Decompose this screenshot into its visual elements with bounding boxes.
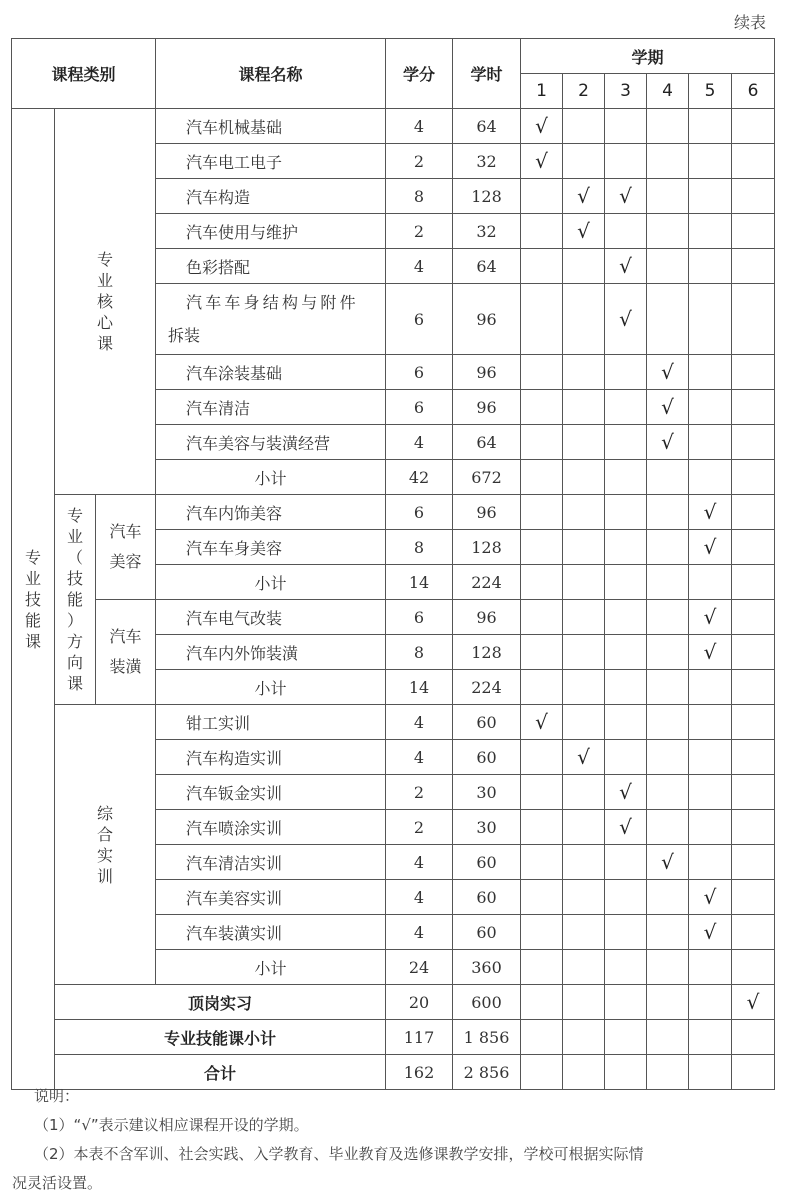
- course-name: 汽车使用与维护: [156, 214, 386, 249]
- notes-item-2-line-1: （2）本表不含军训、社会实践、入学教育、毕业教育及选修课教学安排，学校可根据实际情: [34, 1145, 644, 1163]
- empty-cell: [732, 565, 775, 600]
- empty-cell: [521, 1020, 563, 1055]
- subtotal-hours: 360: [453, 950, 521, 985]
- empty-cell: [605, 565, 647, 600]
- term-cell: [647, 109, 689, 144]
- course-name: 汽车清洁: [156, 390, 386, 425]
- term-cell: [563, 249, 605, 284]
- vertical-char: 方: [66, 632, 83, 651]
- term-cell: [689, 390, 732, 425]
- term-cell: [605, 915, 647, 950]
- term-cell: [563, 495, 605, 530]
- course-name: 汽车机械基础: [156, 109, 386, 144]
- vertical-char: 业: [24, 568, 41, 588]
- check-mark: √: [521, 144, 563, 179]
- course-hours: 64: [453, 249, 521, 284]
- course-hours: 96: [453, 495, 521, 530]
- course-name: 汽车清洁实训: [156, 845, 386, 880]
- check-mark: √: [689, 600, 732, 635]
- direction-group-label: [96, 600, 156, 705]
- course-name-line-1: 汽车车身结构与附件: [186, 293, 359, 312]
- empty-cell: [732, 670, 775, 705]
- internship-hours: 600: [453, 985, 521, 1020]
- total-hours: 2 856: [453, 1055, 521, 1090]
- table-row: [12, 600, 775, 635]
- term-cell: [563, 635, 605, 670]
- subtotal-label: 小计: [156, 950, 386, 985]
- term-cell: [563, 775, 605, 810]
- term-cell: [689, 284, 732, 355]
- term-cell: [563, 530, 605, 565]
- course-name: 汽车车身美容: [156, 530, 386, 565]
- term-cell: [689, 425, 732, 460]
- vertical-char: 能: [66, 590, 83, 609]
- term-cell: [647, 179, 689, 214]
- course-credits: 2: [386, 144, 453, 179]
- check-mark: √: [521, 705, 563, 740]
- practice-category-label: [55, 705, 156, 985]
- term-cell: [521, 530, 563, 565]
- term-cell: [647, 600, 689, 635]
- course-credits: 2: [386, 810, 453, 845]
- subtotal-credits: 24: [386, 950, 453, 985]
- check-mark: √: [563, 740, 605, 775]
- term-cell: [647, 775, 689, 810]
- term-cell: [521, 249, 563, 284]
- empty-cell: [732, 460, 775, 495]
- vertical-char: ）: [66, 611, 83, 630]
- check-mark: √: [689, 915, 732, 950]
- term-cell: [647, 705, 689, 740]
- check-mark: √: [689, 530, 732, 565]
- direction-category-label: [55, 495, 96, 705]
- top-category-label: [12, 109, 55, 1090]
- course-name: 汽车钣金实训: [156, 775, 386, 810]
- course-name: [156, 284, 386, 355]
- term-cell: [647, 530, 689, 565]
- term-cell: [732, 845, 775, 880]
- empty-cell: [605, 670, 647, 705]
- course-hours: 30: [453, 810, 521, 845]
- term-cell: [689, 179, 732, 214]
- term-cell: [563, 880, 605, 915]
- course-name: 色彩搭配: [156, 249, 386, 284]
- skill-subtotal-row: [12, 1020, 775, 1055]
- term-cell: [521, 390, 563, 425]
- course-hours: 30: [453, 775, 521, 810]
- course-credits: 6: [386, 284, 453, 355]
- vertical-char: 专: [96, 250, 113, 269]
- course-name: 汽车喷涂实训: [156, 810, 386, 845]
- term-cell: [647, 985, 689, 1020]
- term-cell: [732, 249, 775, 284]
- empty-cell: [647, 670, 689, 705]
- course-credits: 4: [386, 880, 453, 915]
- term-cell: [647, 214, 689, 249]
- course-name: 汽车内饰美容: [156, 495, 386, 530]
- term-cell: [647, 635, 689, 670]
- check-mark: √: [689, 495, 732, 530]
- vertical-char: 核: [96, 292, 113, 311]
- subtotal-label: 小计: [156, 565, 386, 600]
- course-credits: 8: [386, 635, 453, 670]
- term-cell: [605, 214, 647, 249]
- term-cell: [563, 810, 605, 845]
- subtotal-label: 小计: [156, 460, 386, 495]
- check-mark: √: [689, 880, 732, 915]
- notes-item-2-line-2: 况灵活设置。: [12, 1174, 103, 1192]
- term-cell: [563, 390, 605, 425]
- course-credits: 4: [386, 109, 453, 144]
- curriculum-table: [11, 38, 775, 1090]
- course-name: 汽车构造实训: [156, 740, 386, 775]
- subtotal-credits: 14: [386, 565, 453, 600]
- check-mark: √: [605, 775, 647, 810]
- term-cell: [605, 740, 647, 775]
- term-cell: [689, 355, 732, 390]
- course-credits: 4: [386, 915, 453, 950]
- term-cell: [689, 144, 732, 179]
- course-hours: 64: [453, 425, 521, 460]
- term-cell: [605, 705, 647, 740]
- course-hours: 96: [453, 600, 521, 635]
- term-cell: [647, 284, 689, 355]
- course-credits: 6: [386, 495, 453, 530]
- table-row: [12, 705, 775, 740]
- continued-label: 续表: [733, 13, 766, 32]
- empty-cell: [563, 460, 605, 495]
- term-cell: [521, 214, 563, 249]
- term-cell: [647, 495, 689, 530]
- course-name: 汽车内外饰装潢: [156, 635, 386, 670]
- empty-cell: [689, 565, 732, 600]
- term-cell: [521, 355, 563, 390]
- term-cell: [605, 144, 647, 179]
- core-category-label: [55, 109, 156, 495]
- check-mark: √: [732, 985, 775, 1020]
- header-term-1: 1: [521, 74, 563, 109]
- empty-cell: [521, 565, 563, 600]
- course-hours: 64: [453, 109, 521, 144]
- term-cell: [521, 880, 563, 915]
- empty-cell: [521, 950, 563, 985]
- empty-cell: [732, 950, 775, 985]
- course-name-line-2: 拆装: [168, 326, 201, 345]
- header-category: 课程类别: [12, 39, 156, 109]
- course-hours: 32: [453, 214, 521, 249]
- subtotal-credits: 14: [386, 670, 453, 705]
- term-cell: [689, 109, 732, 144]
- term-cell: [563, 109, 605, 144]
- course-name: 钳工实训: [156, 705, 386, 740]
- empty-cell: [647, 1020, 689, 1055]
- term-cell: [732, 390, 775, 425]
- notes-item-1: （1）“√”表示建议相应课程开设的学期。: [34, 1116, 309, 1134]
- subtotal-hours: 224: [453, 565, 521, 600]
- term-cell: [732, 144, 775, 179]
- check-mark: √: [647, 425, 689, 460]
- course-credits: 6: [386, 390, 453, 425]
- subtotal-hours: 224: [453, 670, 521, 705]
- course-credits: 2: [386, 775, 453, 810]
- term-cell: [732, 705, 775, 740]
- course-credits: 4: [386, 845, 453, 880]
- term-cell: [732, 214, 775, 249]
- header-semester: 学期: [521, 39, 775, 74]
- term-cell: [689, 775, 732, 810]
- term-cell: [521, 775, 563, 810]
- term-cell: [732, 530, 775, 565]
- internship-label: 顶岗实习: [55, 985, 386, 1020]
- vertical-char: 业: [96, 271, 113, 290]
- term-cell: [563, 355, 605, 390]
- vertical-char: 综: [96, 803, 113, 823]
- vertical-char: 能: [24, 610, 41, 630]
- course-name: 汽车电气改装: [156, 600, 386, 635]
- course-hours: 60: [453, 915, 521, 950]
- header-credits: 学分: [386, 39, 453, 109]
- term-cell: [521, 635, 563, 670]
- vertical-char: 向: [66, 653, 83, 672]
- term-cell: [732, 284, 775, 355]
- term-cell: [732, 600, 775, 635]
- term-cell: [521, 845, 563, 880]
- term-cell: [563, 600, 605, 635]
- empty-cell: [647, 950, 689, 985]
- empty-cell: [521, 670, 563, 705]
- course-hours: 32: [453, 144, 521, 179]
- empty-cell: [605, 950, 647, 985]
- vertical-char: 课: [96, 334, 113, 353]
- course-credits: 8: [386, 530, 453, 565]
- term-cell: [563, 284, 605, 355]
- skill-subtotal-hours: 1 856: [453, 1020, 521, 1055]
- vertical-char: 心: [96, 313, 113, 332]
- term-cell: [732, 355, 775, 390]
- course-credits: 4: [386, 740, 453, 775]
- header-term-2: 2: [563, 74, 605, 109]
- vertical-char: 技: [24, 589, 41, 609]
- term-cell: [732, 915, 775, 950]
- term-cell: [563, 705, 605, 740]
- term-cell: [521, 284, 563, 355]
- course-hours: 60: [453, 845, 521, 880]
- vertical-char: 训: [96, 866, 113, 886]
- course-credits: 6: [386, 600, 453, 635]
- term-cell: [732, 495, 775, 530]
- course-hours: 96: [453, 284, 521, 355]
- term-cell: [521, 495, 563, 530]
- term-cell: [647, 915, 689, 950]
- term-cell: [605, 390, 647, 425]
- vertical-char: 技: [66, 569, 83, 588]
- course-hours: 128: [453, 635, 521, 670]
- course-hours: 128: [453, 530, 521, 565]
- course-name: 汽车构造: [156, 179, 386, 214]
- empty-cell: [521, 460, 563, 495]
- term-cell: [521, 600, 563, 635]
- internship-row: [12, 985, 775, 1020]
- vertical-char: 课: [24, 631, 41, 651]
- term-cell: [732, 635, 775, 670]
- subtotal-credits: 42: [386, 460, 453, 495]
- header-hours: 学时: [453, 39, 521, 109]
- course-credits: 4: [386, 425, 453, 460]
- course-credits: 6: [386, 355, 453, 390]
- term-cell: [689, 810, 732, 845]
- term-cell: [689, 249, 732, 284]
- notes: [12, 1082, 778, 1198]
- header-course-name: 课程名称: [156, 39, 386, 109]
- course-hours: 128: [453, 179, 521, 214]
- check-mark: √: [647, 845, 689, 880]
- term-cell: [605, 635, 647, 670]
- empty-cell: [689, 670, 732, 705]
- term-cell: [689, 214, 732, 249]
- check-mark: √: [605, 284, 647, 355]
- term-cell: [605, 425, 647, 460]
- course-credits: 4: [386, 249, 453, 284]
- course-name: 汽车美容实训: [156, 880, 386, 915]
- course-name: 汽车美容与装潢经营: [156, 425, 386, 460]
- term-cell: [605, 880, 647, 915]
- check-mark: √: [647, 355, 689, 390]
- empty-cell: [732, 1020, 775, 1055]
- vertical-char: （: [66, 548, 83, 567]
- term-cell: [647, 810, 689, 845]
- term-cell: [605, 530, 647, 565]
- total-label: 合计: [55, 1055, 386, 1090]
- term-cell: [689, 845, 732, 880]
- empty-cell: [689, 950, 732, 985]
- term-cell: [521, 985, 563, 1020]
- header-term-4: 4: [647, 74, 689, 109]
- term-cell: [732, 109, 775, 144]
- term-cell: [647, 144, 689, 179]
- term-cell: [647, 740, 689, 775]
- term-cell: [521, 810, 563, 845]
- subtotal-label: 小计: [156, 670, 386, 705]
- empty-cell: [563, 565, 605, 600]
- check-mark: √: [605, 179, 647, 214]
- check-mark: √: [521, 109, 563, 144]
- term-cell: [689, 740, 732, 775]
- term-cell: [605, 109, 647, 144]
- vertical-line: 汽车: [109, 522, 142, 541]
- check-mark: √: [689, 635, 732, 670]
- course-credits: 8: [386, 179, 453, 214]
- term-cell: [563, 845, 605, 880]
- empty-cell: [689, 460, 732, 495]
- vertical-line: 汽车: [109, 627, 142, 646]
- subtotal-hours: 672: [453, 460, 521, 495]
- course-credits: 4: [386, 705, 453, 740]
- vertical-line: 装潢: [109, 657, 142, 676]
- internship-credits: 20: [386, 985, 453, 1020]
- empty-cell: [563, 1020, 605, 1055]
- term-cell: [605, 985, 647, 1020]
- course-hours: 60: [453, 705, 521, 740]
- vertical-char: 合: [96, 824, 113, 844]
- term-cell: [563, 985, 605, 1020]
- term-cell: [605, 845, 647, 880]
- empty-cell: [647, 460, 689, 495]
- empty-cell: [647, 565, 689, 600]
- term-cell: [521, 179, 563, 214]
- check-mark: √: [605, 249, 647, 284]
- direction-group-label: [96, 495, 156, 600]
- vertical-char: 专: [24, 547, 41, 567]
- term-cell: [563, 915, 605, 950]
- term-cell: [605, 495, 647, 530]
- term-cell: [732, 775, 775, 810]
- course-name: 汽车装潢实训: [156, 915, 386, 950]
- header-term-5: 5: [689, 74, 732, 109]
- skill-subtotal-credits: 117: [386, 1020, 453, 1055]
- total-credits: 162: [386, 1055, 453, 1090]
- term-cell: [605, 355, 647, 390]
- term-cell: [605, 600, 647, 635]
- header-term-3: 3: [605, 74, 647, 109]
- header-term-6: 6: [732, 74, 775, 109]
- term-cell: [689, 985, 732, 1020]
- term-cell: [521, 425, 563, 460]
- term-cell: [647, 880, 689, 915]
- term-cell: [732, 179, 775, 214]
- term-cell: [521, 915, 563, 950]
- skill-subtotal-label: 专业技能课小计: [55, 1020, 386, 1055]
- course-hours: 96: [453, 355, 521, 390]
- empty-cell: [605, 460, 647, 495]
- table-row: [12, 109, 775, 144]
- term-cell: [521, 740, 563, 775]
- vertical-char: 课: [66, 674, 83, 693]
- vertical-line: 美容: [109, 552, 142, 571]
- term-cell: [647, 249, 689, 284]
- check-mark: √: [647, 390, 689, 425]
- vertical-char: 专: [66, 506, 83, 525]
- term-cell: [563, 425, 605, 460]
- vertical-char: 业: [66, 527, 83, 546]
- course-name: 汽车电工电子: [156, 144, 386, 179]
- course-credits: 2: [386, 214, 453, 249]
- check-mark: √: [563, 214, 605, 249]
- empty-cell: [563, 670, 605, 705]
- course-hours: 96: [453, 390, 521, 425]
- course-hours: 60: [453, 880, 521, 915]
- course-hours: 60: [453, 740, 521, 775]
- notes-title: 说明：: [34, 1087, 80, 1105]
- vertical-char: 实: [96, 845, 113, 865]
- empty-cell: [563, 950, 605, 985]
- empty-cell: [689, 1020, 732, 1055]
- term-cell: [732, 880, 775, 915]
- course-name: 汽车涂装基础: [156, 355, 386, 390]
- term-cell: [732, 740, 775, 775]
- check-mark: √: [563, 179, 605, 214]
- term-cell: [732, 810, 775, 845]
- term-cell: [563, 144, 605, 179]
- table-row: [12, 495, 775, 530]
- term-cell: [732, 425, 775, 460]
- term-cell: [689, 705, 732, 740]
- empty-cell: [605, 1020, 647, 1055]
- check-mark: √: [605, 810, 647, 845]
